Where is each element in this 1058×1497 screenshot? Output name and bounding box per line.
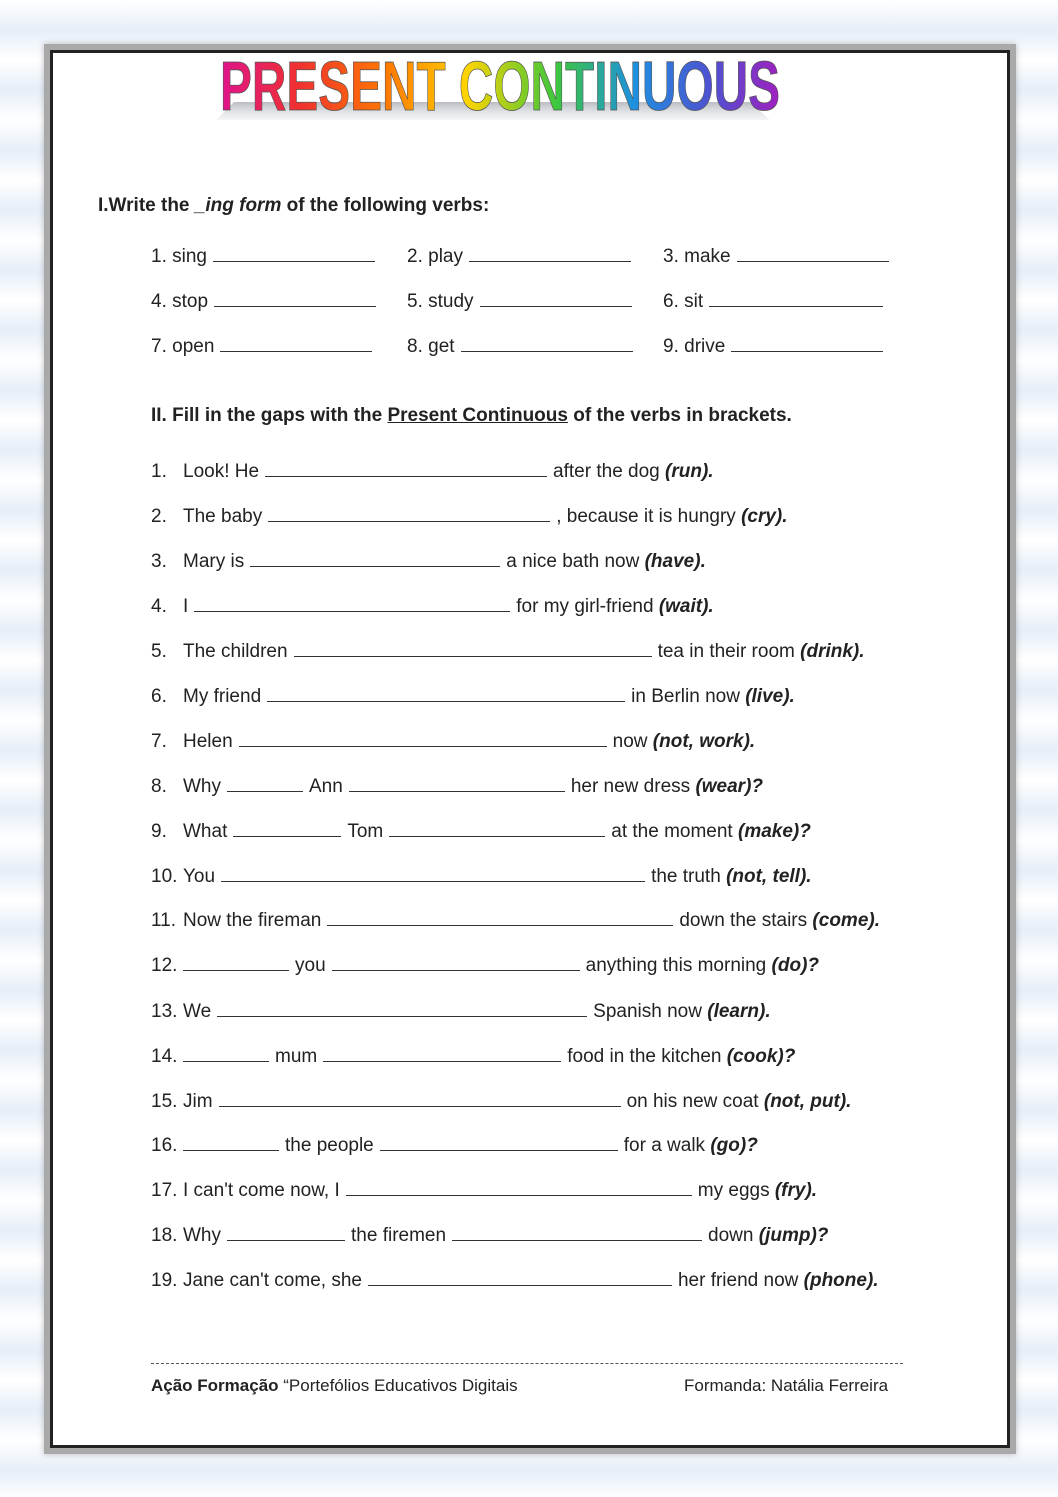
answer-blank[interactable] (183, 1136, 279, 1151)
answer-blank[interactable] (452, 1226, 702, 1241)
title-block (190, 47, 790, 132)
footer-course: Ação Formação “Portefólios Educativos Digitais (151, 1376, 518, 1395)
exercise-item: 15. Jim on his new coat (not, put). (151, 1091, 852, 1112)
section2-heading: II. Fill in the gaps with the Present Continuous of the verbs in brackets. (151, 405, 792, 426)
verb-item: 7. open (151, 336, 372, 358)
answer-blank[interactable] (233, 822, 341, 837)
exercise-item: 5. The children tea in their room (drink). (151, 641, 865, 662)
page-title: PRESENT CONTINUOUS (220, 47, 780, 125)
answer-blank[interactable] (349, 777, 565, 792)
answer-blank[interactable] (380, 1136, 618, 1151)
answer-blank[interactable] (368, 1271, 672, 1286)
answer-blank[interactable] (294, 642, 652, 657)
footer-divider (151, 1363, 903, 1364)
answer-blank[interactable] (737, 247, 889, 262)
exercise-item: 9. What Tom at the moment (make)? (151, 821, 811, 842)
answer-blank[interactable] (389, 822, 605, 837)
exercise-item: 7. Helen now (not, work). (151, 731, 756, 752)
verb-item: 6. sit (663, 291, 883, 313)
verb-item: 8. get (407, 336, 633, 358)
answer-blank[interactable] (239, 732, 607, 747)
answer-blank[interactable] (731, 337, 883, 352)
exercise-item: 13. We Spanish now (learn). (151, 1001, 771, 1022)
exercise-item: 19. Jane can't come, she her friend now (phone). (151, 1270, 879, 1291)
exercise-item: 18. Why the firemen down (jump)? (151, 1225, 829, 1246)
exercise-item: 14. mum food in the kitchen (cook)? (151, 1046, 796, 1067)
answer-blank[interactable] (221, 867, 645, 882)
exercise-item: 16. the people for a walk (go)? (151, 1135, 758, 1156)
answer-blank[interactable] (219, 1092, 621, 1107)
answer-blank[interactable] (267, 687, 625, 702)
verb-item: 3. make (663, 246, 889, 268)
answer-blank[interactable] (183, 1047, 269, 1062)
answer-blank[interactable] (461, 337, 633, 352)
answer-blank[interactable] (323, 1047, 561, 1062)
exercise-item: 6. My friend in Berlin now (live). (151, 686, 795, 707)
answer-blank[interactable] (183, 956, 289, 971)
exercise-item: 10. You the truth (not, tell). (151, 866, 812, 887)
exercise-item: 17. I can't come now, I my eggs (fry). (151, 1180, 818, 1201)
answer-blank[interactable] (213, 247, 375, 262)
answer-blank[interactable] (265, 462, 547, 477)
exercise-item: 4. I for my girl-friend (wait). (151, 596, 714, 617)
answer-blank[interactable] (469, 247, 631, 262)
verb-item: 5. study (407, 291, 632, 313)
exercise-item: 11. Now the fireman down the stairs (come). (151, 910, 880, 931)
footer-author: Formanda: Natália Ferreira (684, 1376, 889, 1395)
answer-blank[interactable] (327, 911, 673, 926)
exercise-item: 1. Look! He after the dog (run). (151, 461, 714, 482)
verb-item: 4. stop (151, 291, 376, 313)
section1-heading: I.Write the _ing form of the following verbs: (98, 195, 490, 216)
verb-item: 2. play (407, 246, 631, 268)
answer-blank[interactable] (217, 1002, 587, 1017)
answer-blank[interactable] (220, 337, 372, 352)
verb-item: 9. drive (663, 336, 883, 358)
answer-blank[interactable] (480, 292, 632, 307)
answer-blank[interactable] (709, 292, 883, 307)
answer-blank[interactable] (332, 956, 580, 971)
answer-blank[interactable] (194, 597, 510, 612)
answer-blank[interactable] (346, 1181, 692, 1196)
answer-blank[interactable] (227, 1226, 345, 1241)
answer-blank[interactable] (227, 777, 303, 792)
title-graphic (190, 47, 790, 132)
answer-blank[interactable] (214, 292, 376, 307)
exercise-item: 12. you anything this morning (do)? (151, 955, 820, 976)
exercise-item: 2. The baby , because it is hungry (cry). (151, 506, 788, 527)
answer-blank[interactable] (250, 552, 500, 567)
exercise-item: 8. Why Ann her new dress (wear)? (151, 776, 764, 797)
exercise-item: 3. Mary is a nice bath now (have). (151, 551, 706, 572)
verb-item: 1. sing (151, 246, 375, 268)
answer-blank[interactable] (268, 507, 550, 522)
